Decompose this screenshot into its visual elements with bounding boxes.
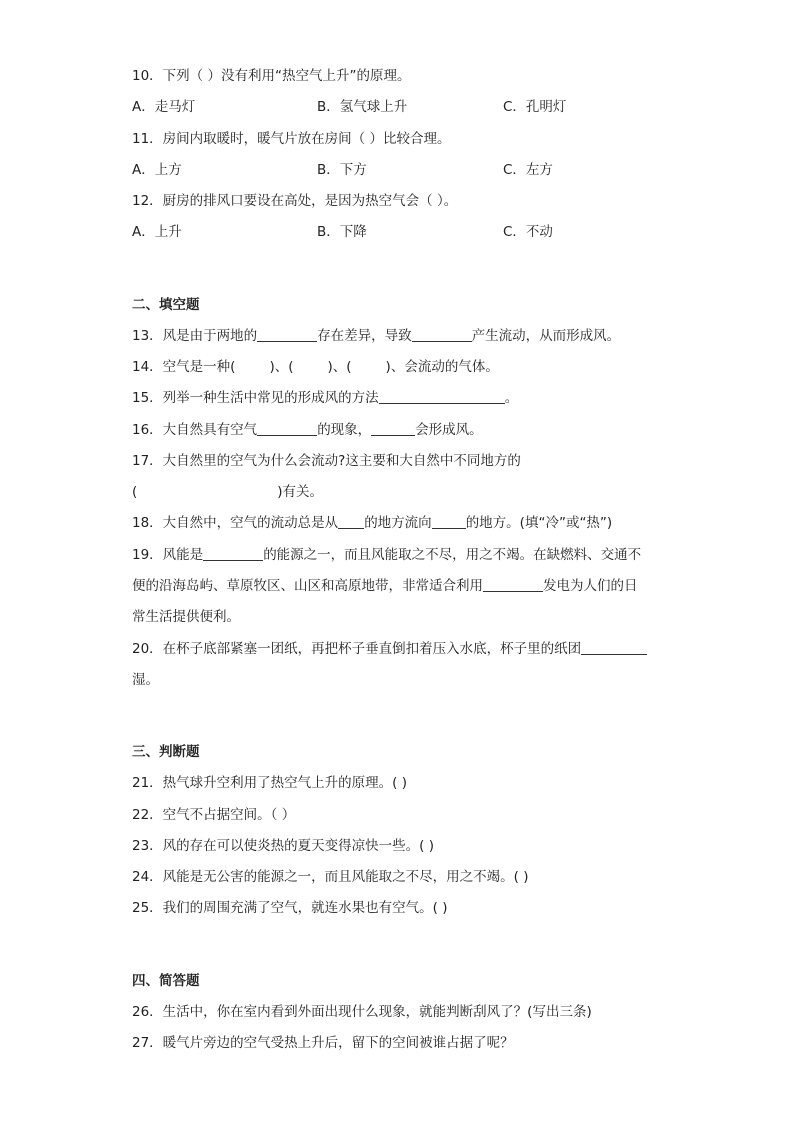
- question-17-line-2: [132, 482, 323, 502]
- q12-option-a: A．上升: [132, 224, 182, 240]
- question-27: 27．暖气片旁边的空气受热上升后，留下的空间被谁占据了呢？: [132, 1035, 514, 1051]
- question-19-line-2: [132, 576, 638, 596]
- question-22: 22．空气不占据空间。（ ）: [132, 807, 296, 823]
- q14-text-3: )、(: [327, 359, 352, 375]
- q15-text-2: 。: [504, 390, 519, 406]
- question-17-line-1: 17．大自然里的空气为什么会流动?这主要和大自然中不同地方的: [132, 453, 521, 469]
- question-20-line-2: 湿。: [132, 672, 159, 688]
- question-24: 24．风能是无公害的能源之一，而且风能取之不尽，用之不竭。( ): [132, 869, 529, 885]
- question-12-stem: 12．厨房的排风口要设在高处，是因为热空气会（ ）。: [132, 193, 458, 209]
- section-3-heading: 三、判断题: [132, 744, 200, 760]
- q11-option-c: C．左方: [503, 162, 553, 178]
- question-25: 25．我们的周围充满了空气，就连水果也有空气。( ): [132, 900, 448, 916]
- q19-blank-1[interactable]: [203, 546, 263, 561]
- q19-text-3: 便的沿海岛屿、草原牧区、山区和高原地带，非常适合利用: [132, 578, 483, 594]
- question-14: [132, 357, 499, 377]
- q18-blank-1[interactable]: [338, 514, 364, 529]
- question-11-stem: 11．房间内取暖时，暖气片放在房间（ ）比较合理。: [132, 131, 451, 147]
- question-15: [132, 388, 518, 408]
- section-2-heading: 二、填空题: [132, 297, 200, 313]
- q11-option-a: A．上方: [132, 162, 182, 178]
- q16-blank-2[interactable]: [371, 421, 415, 436]
- question-13: [132, 326, 620, 346]
- section-4-heading: 四、简答题: [132, 973, 200, 989]
- q17-text-end: )有关。: [277, 484, 324, 500]
- q10-option-c: C．孔明灯: [503, 99, 567, 115]
- question-18: [132, 513, 612, 533]
- question-23: 23．风的存在可以使炎热的夏天变得凉快一些。( ): [132, 838, 435, 854]
- q20-blank[interactable]: [581, 640, 647, 655]
- q17-open-paren: (: [132, 484, 138, 500]
- q14-text-4: )、会流动的气体。: [385, 359, 499, 375]
- q15-blank[interactable]: [379, 389, 505, 404]
- question-19-line-3: 常生活提供便利。: [132, 609, 240, 625]
- q18-text-1: 18．大自然中，空气的流动总是从: [132, 515, 339, 531]
- q13-text-3: 产生流动，从而形成风。: [471, 328, 621, 344]
- q12-option-b: B．下降: [317, 224, 367, 240]
- q20-text-1: 20．在杯子底部紧塞一团纸，再把杯子垂直倒扣着压入水底，杯子里的纸团: [132, 641, 582, 657]
- q19-blank-2[interactable]: [483, 577, 543, 592]
- q10-option-a: A．走马灯: [132, 99, 196, 115]
- q16-text-2: 的现象，: [317, 422, 372, 438]
- q12-option-c: C．不动: [503, 224, 553, 240]
- q14-text-2: )、(: [269, 359, 294, 375]
- q19-text-4: 发电为人们的日: [543, 578, 638, 594]
- q16-blank-1[interactable]: [257, 421, 317, 436]
- q16-text-3: 会形成风。: [415, 422, 483, 438]
- q13-text-2: 存在差异，导致: [317, 328, 412, 344]
- q13-text-1: 13．风是由于两地的: [132, 328, 258, 344]
- q19-text-1: 19．风能是: [132, 547, 204, 563]
- q18-text-3: 的地方。(填“冷”或“热”): [465, 515, 613, 531]
- question-21: 21．热气球升空利用了热空气上升的原理。( ): [132, 775, 408, 791]
- q18-blank-2[interactable]: [432, 514, 466, 529]
- q13-blank-1[interactable]: [257, 327, 317, 342]
- q16-text-1: 16．大自然具有空气: [132, 422, 258, 438]
- q19-text-2: 的能源之一，而且风能取之不尽，用之不竭。在缺燃料、交通不: [263, 547, 642, 563]
- q14-text-1: 14．空气是一种(: [132, 359, 236, 375]
- question-10-stem: 10．下列（ ）没有利用“热空气上升”的原理。: [132, 68, 411, 84]
- q13-blank-2[interactable]: [412, 327, 472, 342]
- question-16: [132, 420, 483, 440]
- q15-text-1: 15．列举一种生活中常见的形成风的方法: [132, 390, 379, 406]
- question-20-line-1: [132, 639, 647, 659]
- question-26: 26．生活中，你在室内看到外面出现什么现象，就能判断刮风了？(写出三条): [132, 1004, 592, 1020]
- q11-option-b: B．下方: [317, 162, 367, 178]
- q10-option-b: B．氢气球上升: [317, 99, 408, 115]
- q18-text-2: 的地方流向: [364, 515, 432, 531]
- question-19-line-1: [132, 545, 641, 565]
